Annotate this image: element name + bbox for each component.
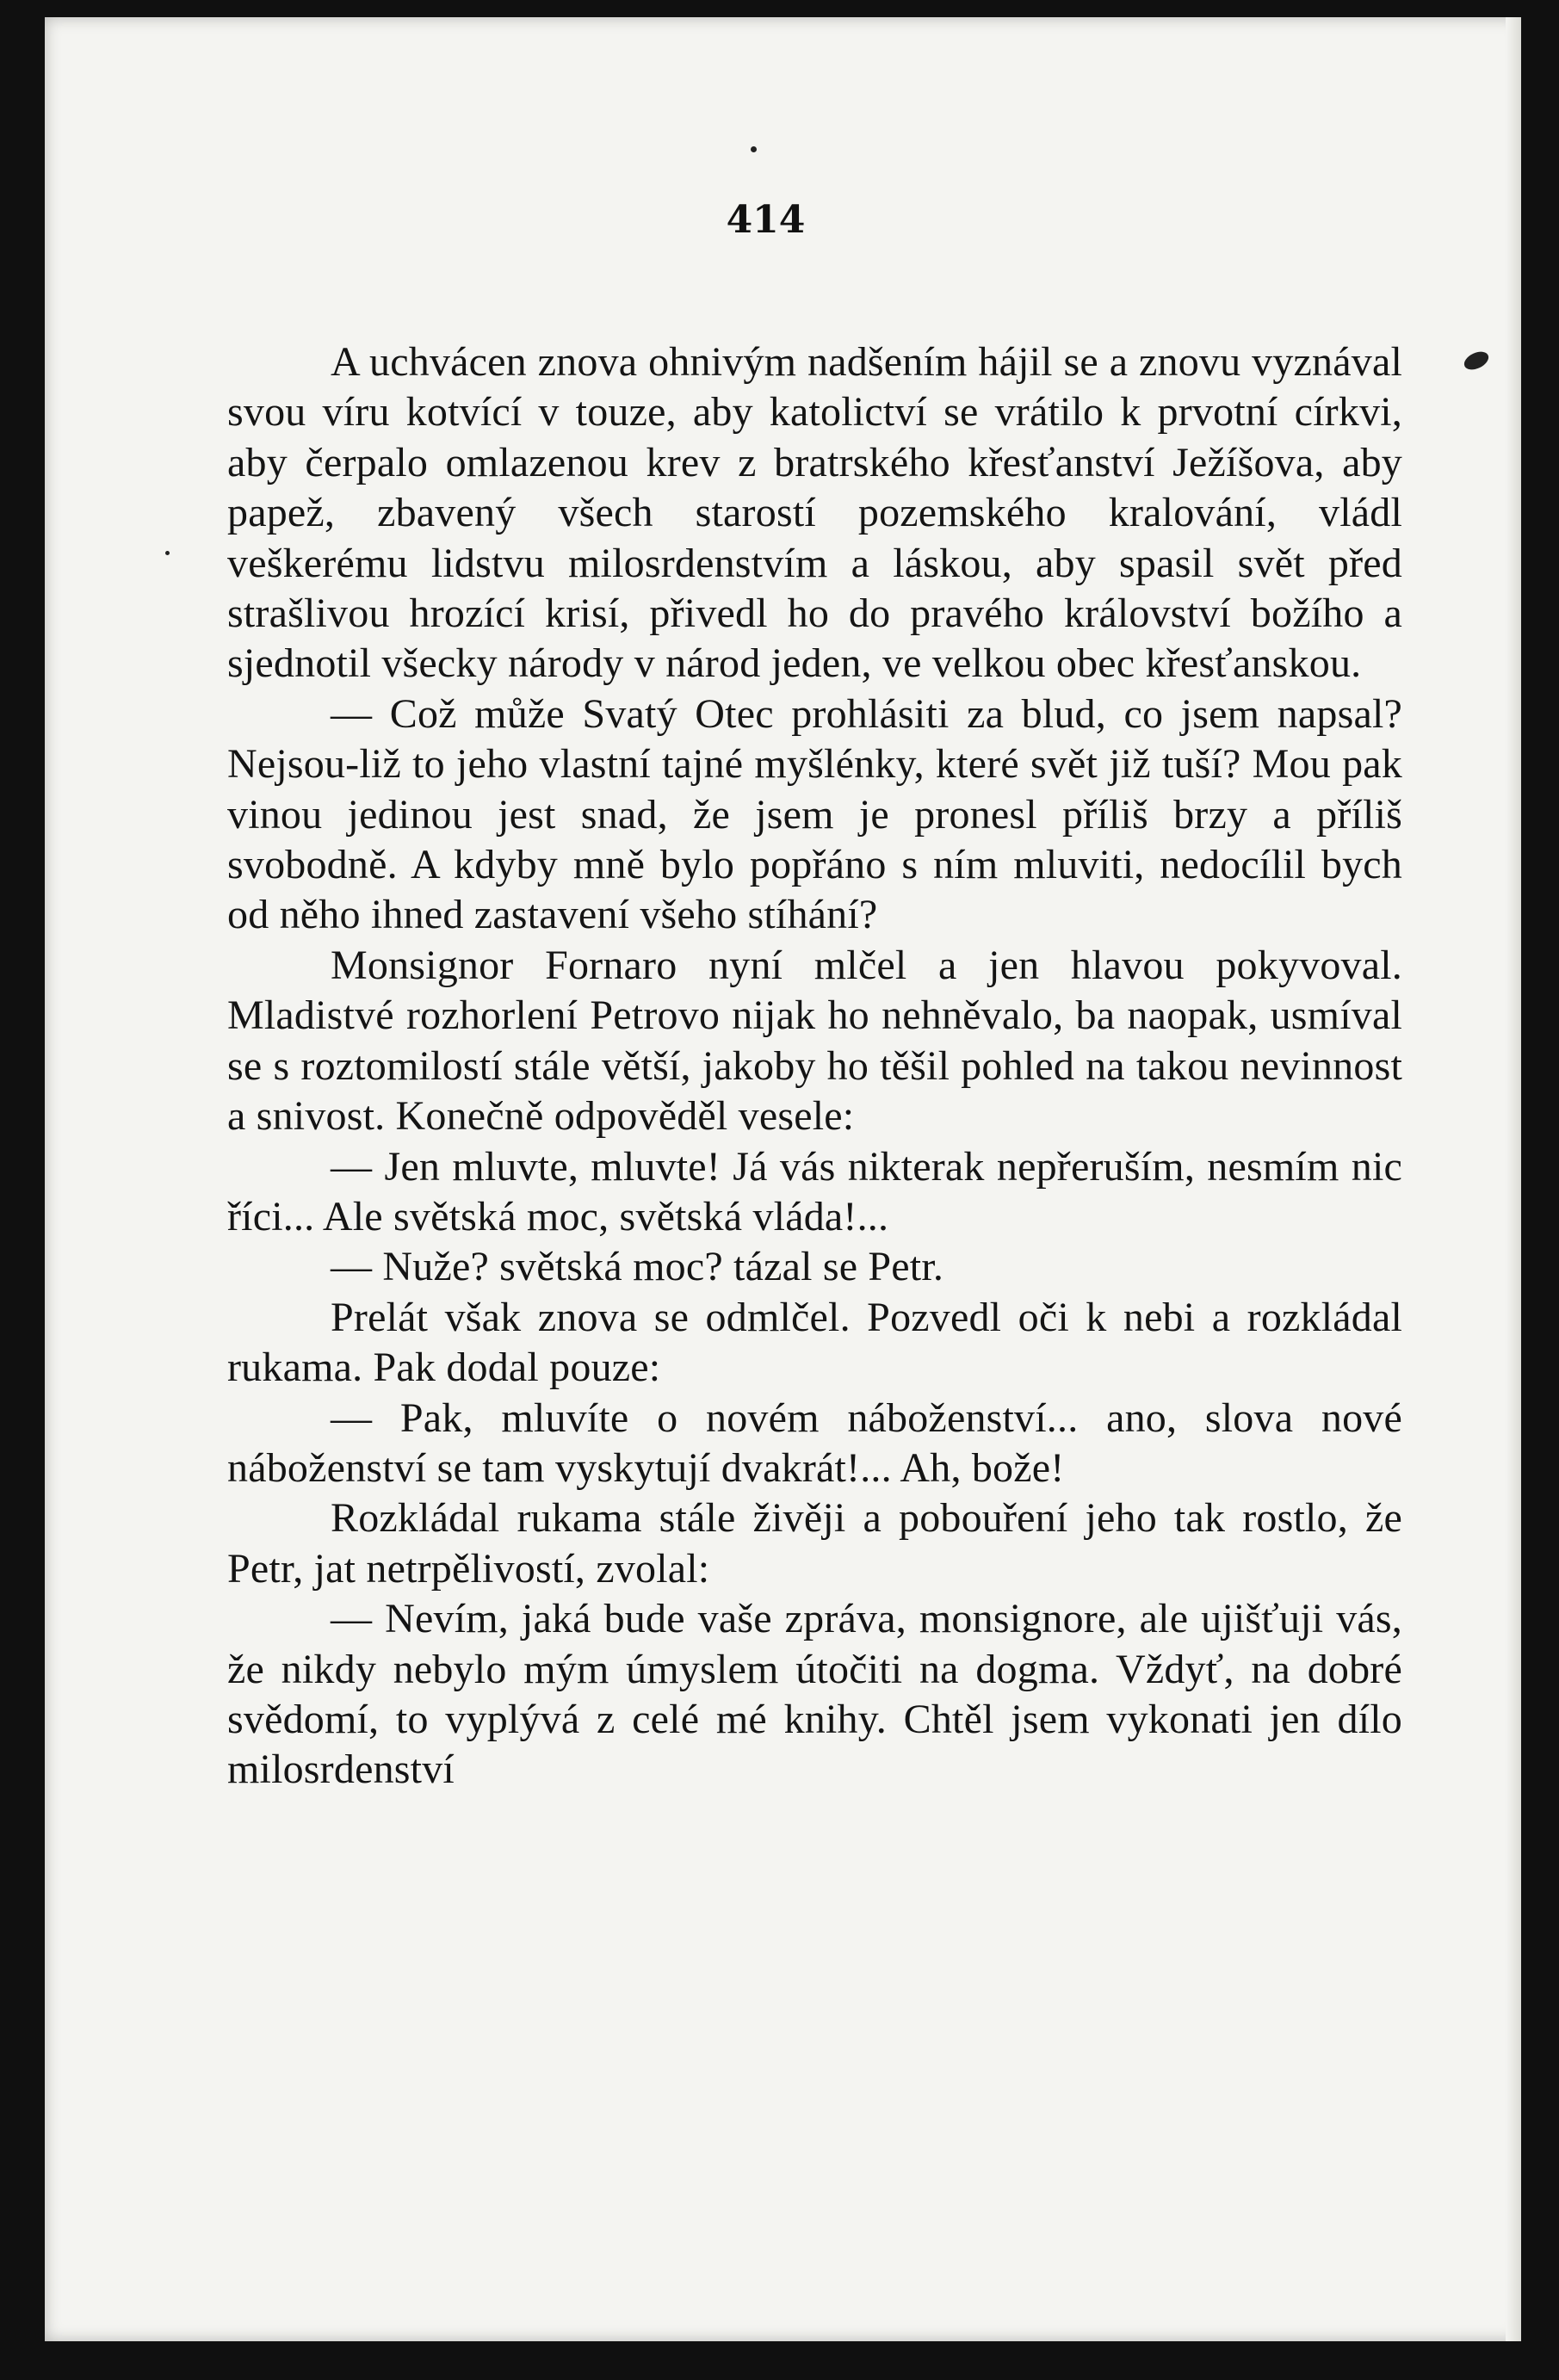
book-page: [45, 17, 1521, 2341]
paragraph-9: — Nevím, jaká bude vaše zpráva, monsignore, ale ujišťuji vás, že nikdy nebylo mým úmyslem útočiti na dogma. Vždyť, na dobré svědomí, to vyplývá z celé mé knihy. Chtěl jsem vykonati jen dílo milosrdenství: [227, 1596, 1402, 1793]
paragraph-8: Rozkládal rukama stále živěji a pobouření jeho tak rostlo, že Petr, jat netrpělivostí, zvolal:: [227, 1495, 1402, 1592]
ink-speck: [751, 146, 757, 152]
paragraph-7: — Pak, mluvíte o novém náboženství... ano, slova nové náboženství se tam vyskytují dvakrát!... Ah, bože!: [227, 1394, 1402, 1491]
page-edge-shadow: [1506, 17, 1521, 2341]
page-number: 414: [726, 198, 806, 242]
paragraph-4: — Jen mluvte, mluvte! Já vás nikterak nepřeruším, nesmím nic říci... Ale světská moc, světská vláda!...: [227, 1143, 1402, 1239]
body-text: [227, 337, 1402, 1796]
ink-speck: [165, 551, 170, 555]
paragraph-6: Prelát však znova se odmlčel. Pozvedl oči k nebi a rozkládal rukama. Pak dodal pouze:: [227, 1294, 1402, 1391]
paragraph-3: Monsignor Fornaro nyní mlčel a jen hlavou pokyvoval. Mladistvé rozhorlení Petrovo nijak ho nehněvalo, ba naopak, usmíval se s roztomilostí stále větší, jakoby ho těšil pohled na takou nevinnost a snivost. Konečně odpověděl vesele:: [227, 942, 1402, 1140]
ink-speck: [1462, 349, 1492, 374]
paragraph-2: — Což může Svatý Otec prohlásiti za blud, co jsem napsal? Nejsou-liž to jeho vlastní tajné myšlénky, které svět již tuší? Mou pak vinou jedinou jest snad, že jsem je pronesl příliš brzy a příliš svobodně. A kdyby mně bylo popřáno s ním mluviti, nedocílil bych od něho ihned zastavení všeho stíhání?: [227, 690, 1402, 938]
paragraph-1: A uchvácen znova ohnivým nadšením hájil se a znovu vyznával svou víru kotvící v touze, aby katolictví se vrátilo k prvotní církvi, aby čerpalo omlazenou krev z bratrského křesťanství Ježíšova, aby papež, zbavený všech starostí pozemského kralování, vládl veškerému lidstvu milosrdenstvím a láskou, aby spasil svět před strašlivou hrozící krisí, přivedl ho do pravého království božího a sjednotil všecky národy v národ jeden, ve velkou obec křesťanskou.: [227, 339, 1402, 687]
paragraph-5: — Nuže? světská moc? tázal se Petr.: [331, 1244, 944, 1290]
